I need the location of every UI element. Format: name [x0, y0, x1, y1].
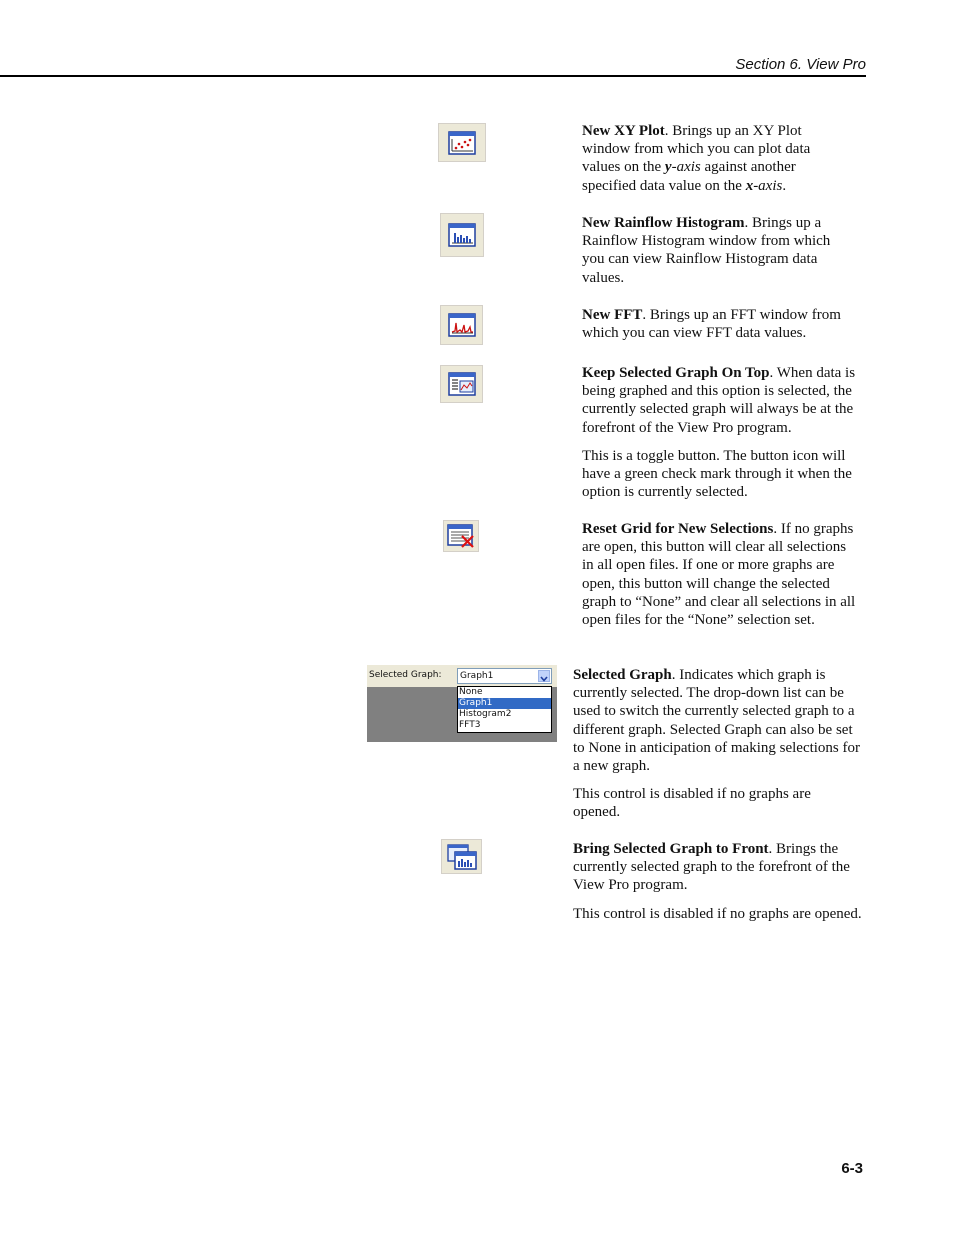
option-graph1[interactable]: Graph1	[458, 698, 551, 709]
bring-to-front-note: This control is disabled if no graphs are opened.	[573, 905, 862, 922]
item-heading: Keep Selected Graph On Top	[582, 365, 770, 381]
reset-grid-icon	[447, 524, 475, 548]
bring-to-front-description: Bring Selected Graph to Front. Brings the currently selected graph to the forefront of the View Pro program. This control is disabled if no graphs are opened.	[573, 840, 865, 933]
selected-graph-description: Selected Graph. Indicates which graph is currently selected. The drop-down list can be used to switch the currently selected graph to a different graph. Selected Graph can also be set to None in anticipation of making selections for a new graph. This control is disabled if no graphs are opened.	[573, 667, 861, 821]
bring-to-front-icon	[447, 844, 477, 870]
bring-to-front-button[interactable]	[441, 839, 482, 874]
selected-graph-value: Graph1	[460, 671, 494, 681]
item-heading: Reset Grid for New Selections	[582, 521, 774, 537]
fft-button[interactable]	[440, 305, 483, 345]
rainflow-histogram-button[interactable]	[440, 213, 484, 257]
keep-on-top-button[interactable]	[440, 365, 483, 403]
item-heading: New XY Plot	[582, 123, 665, 139]
selected-graph-control	[367, 665, 557, 742]
option-histogram2[interactable]: Histogram2	[459, 709, 512, 719]
dropdown-arrow[interactable]	[538, 670, 550, 682]
chevron-down-icon	[539, 674, 549, 684]
selected-graph-label: Selected Graph:	[369, 670, 442, 680]
selected-graph-note: This control is disabled if no graphs are opened.	[573, 786, 811, 821]
fft-icon	[448, 313, 476, 337]
keep-on-top-note: This is a toggle button. The button icon will have a green check mark through it when the option is currently selected.	[582, 447, 852, 501]
xy-plot-button[interactable]	[438, 123, 486, 162]
new-xy-plot-description: New XY Plot. Brings up an XY Plot window from which you can plot data values on the y-axis against another specified data value on the x-axis.	[582, 123, 811, 194]
reset-grid-button[interactable]	[443, 520, 479, 552]
selected-graph-toolbar	[367, 665, 557, 687]
keep-on-top-icon	[448, 372, 476, 396]
keep-on-top-description: Keep Selected Graph On Top. When data is being graphed and this option is selected, the currently selected graph will always be at the forefront of the View Pro program. This is a toggle button. The button icon will have a green check mark through it when the option is currently selected.	[582, 364, 866, 511]
rainflow-histogram-icon	[448, 223, 476, 247]
new-rainflow-histogram-description: New Rainflow Histogram. Brings up a Rainflow Histogram window from which you can view Rainflow Histogram data values.	[582, 215, 831, 286]
xy-plot-icon	[448, 131, 476, 155]
option-fft3[interactable]: FFT3	[459, 720, 481, 730]
item-heading: New Rainflow Histogram	[582, 215, 745, 231]
item-heading: New FFT	[582, 307, 643, 323]
option-none[interactable]: None	[459, 687, 483, 697]
reset-grid-description: Reset Grid for New Selections. If no graphs are open, this button will clear all selections in all open files. If one or more graphs are open, this button will change the selected graph to “None” and clear all selections in all open files for the “None” selection set.	[582, 521, 856, 629]
item-heading: Selected Graph	[573, 667, 672, 683]
new-fft-description: New FFT. Brings up an FFT window from which you can view FFT data values.	[582, 307, 841, 342]
header-rule	[0, 75, 866, 77]
header-title: Section 6. View Pro	[735, 56, 866, 73]
page-number: 6-3	[841, 1160, 863, 1177]
item-heading: Bring Selected Graph to Front	[573, 841, 769, 857]
selected-graph-dropdown[interactable]	[457, 668, 552, 684]
selected-graph-option-list	[457, 686, 552, 733]
